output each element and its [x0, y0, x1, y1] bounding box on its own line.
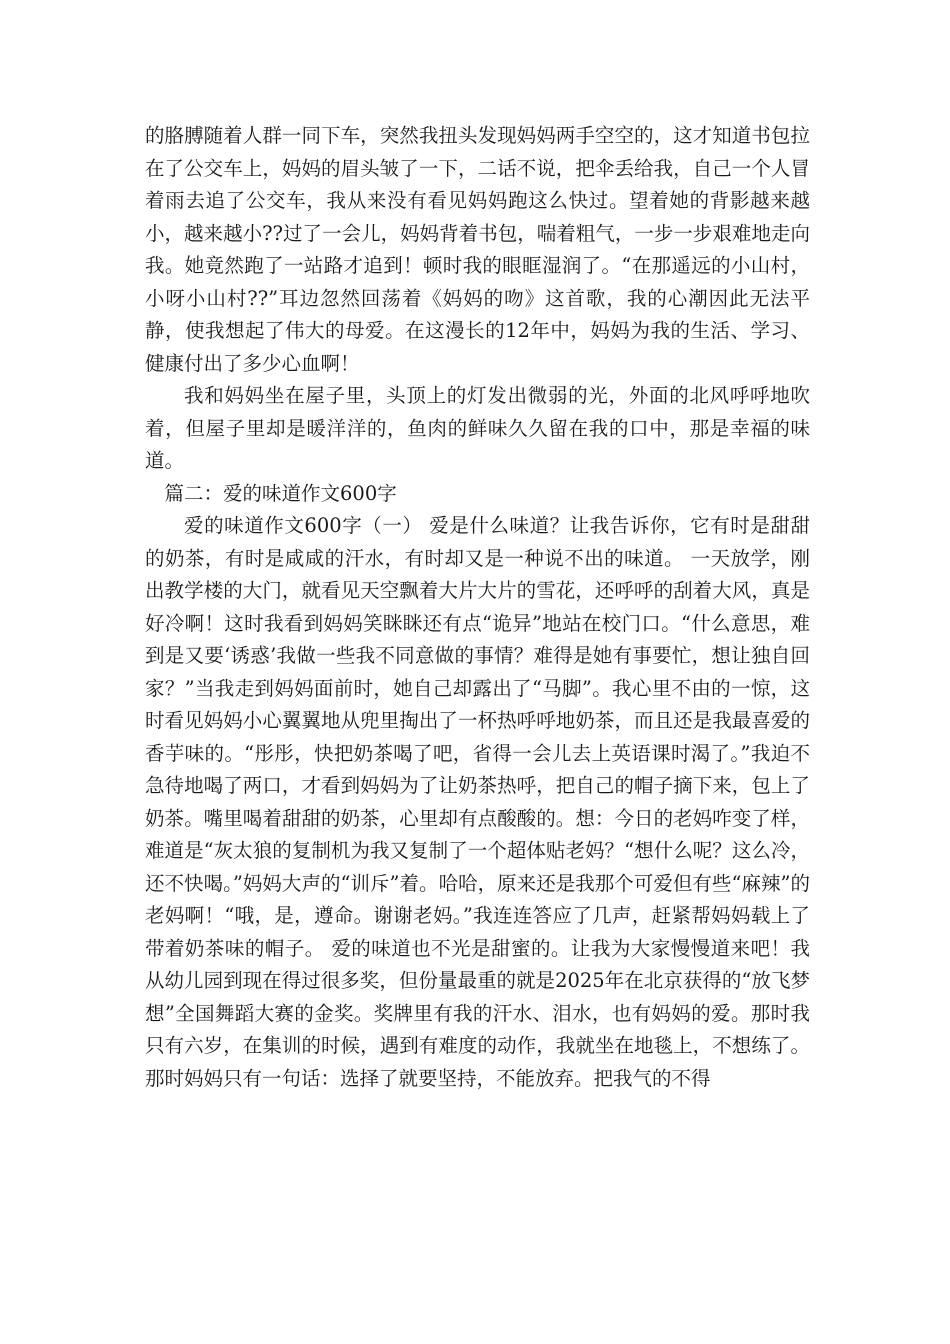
section-heading: 篇二：爱的味道作文600字	[164, 481, 397, 505]
paragraph-warm-room: 我和妈妈坐在屋子里，头顶上的灯发出微弱的光，外面的北风呼呼地吹着，但屋子里却是暖洋洋的，鱼肉的鲜味久久留在我的口中，那是幸福的味道。	[145, 384, 810, 472]
paragraph-continued: 的胳膊随着人群一同下车，突然我扭头发现妈妈两手空空的，这才知道书包拉在了公交车上，妈妈的眉头皱了一下，二话不说，把伞丢给我，自己一个人冒着雨去追了公交车，我从来没有看见妈妈跑这么快过。望着她的背影越来越小，越来越小??过了一会儿，妈妈背着书包，喘着粗气，一步一步艰难地走向我。她竟然跑了一站路才追到！顿时我的眼眶湿润了。“在那遥远的小山村，小呀小山村??”耳边忽然回荡着《妈妈的吻》这首歌，我的心潮因此无法平静，使我想起了伟大的母爱。在这漫长的12年中，妈妈为我的生活、学习、健康付出了多少心血啊！	[145, 124, 810, 375]
paragraph-taste-of-love: 爱的味道作文600字（一） 爱是什么味道？让我告诉你，它有时是甜甜的奶茶，有时是咸咸的汗水，有时却又是一种说不出的味道。 一天放学，刚出教学楼的大门，就看见天空飘着大片大片的雪花，还呼呼的刮着大风，真是好冷啊！这时我看到妈妈笑眯眯还有点“诡异”地站在校门口。“什么意思，难到是又要‘诱惑’我做一些我不同意做的事情？难得是她有事要忙，想让独自回家？”当我走到妈妈面前时，她自己却露出了“马脚”。我心里不由的一惊，这时看见妈妈小心翼翼地从兜里掏出了一杯热呼呼地奶茶，而且还是我最喜爱的香芋味的。“彤彤，快把奶茶喝了吧，省得一会儿去上英语课时渴了。”我迫不急待地喝了两口，才看到妈妈为了让奶茶热呼，把自己的帽子摘下来，包上了奶茶。嘴里喝着甜甜的奶茶，心里却有点酸酸的。想：今日的老妈咋变了样，难道是“灰太狼的复制机为我又复制了一个超体贴老妈？“想什么呢？这么冷，还不快喝。”妈妈大声的“训斥”着。哈哈，原来还是我那个可爱但有些“麻辣”的老妈啊！“哦，是，遵命。谢谢老妈。”我连连答应了几声，赶紧帮妈妈载上了带着奶茶味的帽子。 爱的味道也不光是甜蜜的。让我为大家慢慢道来吧！我从幼儿园到现在得过很多奖，但份量最重的就是2025年在北京获得的“放飞梦想”全国舞蹈大赛的金奖。奖牌里有我的汗水、泪水，也有妈妈的爱。那时我只有六岁，在集训的时候，遇到有难度的动作，我就坐在地毯上，不想练了。那时妈妈只有一句话：选择了就要坚持，不能放弃。把我气的不得	[145, 514, 810, 1090]
article-body	[145, 120, 810, 1095]
